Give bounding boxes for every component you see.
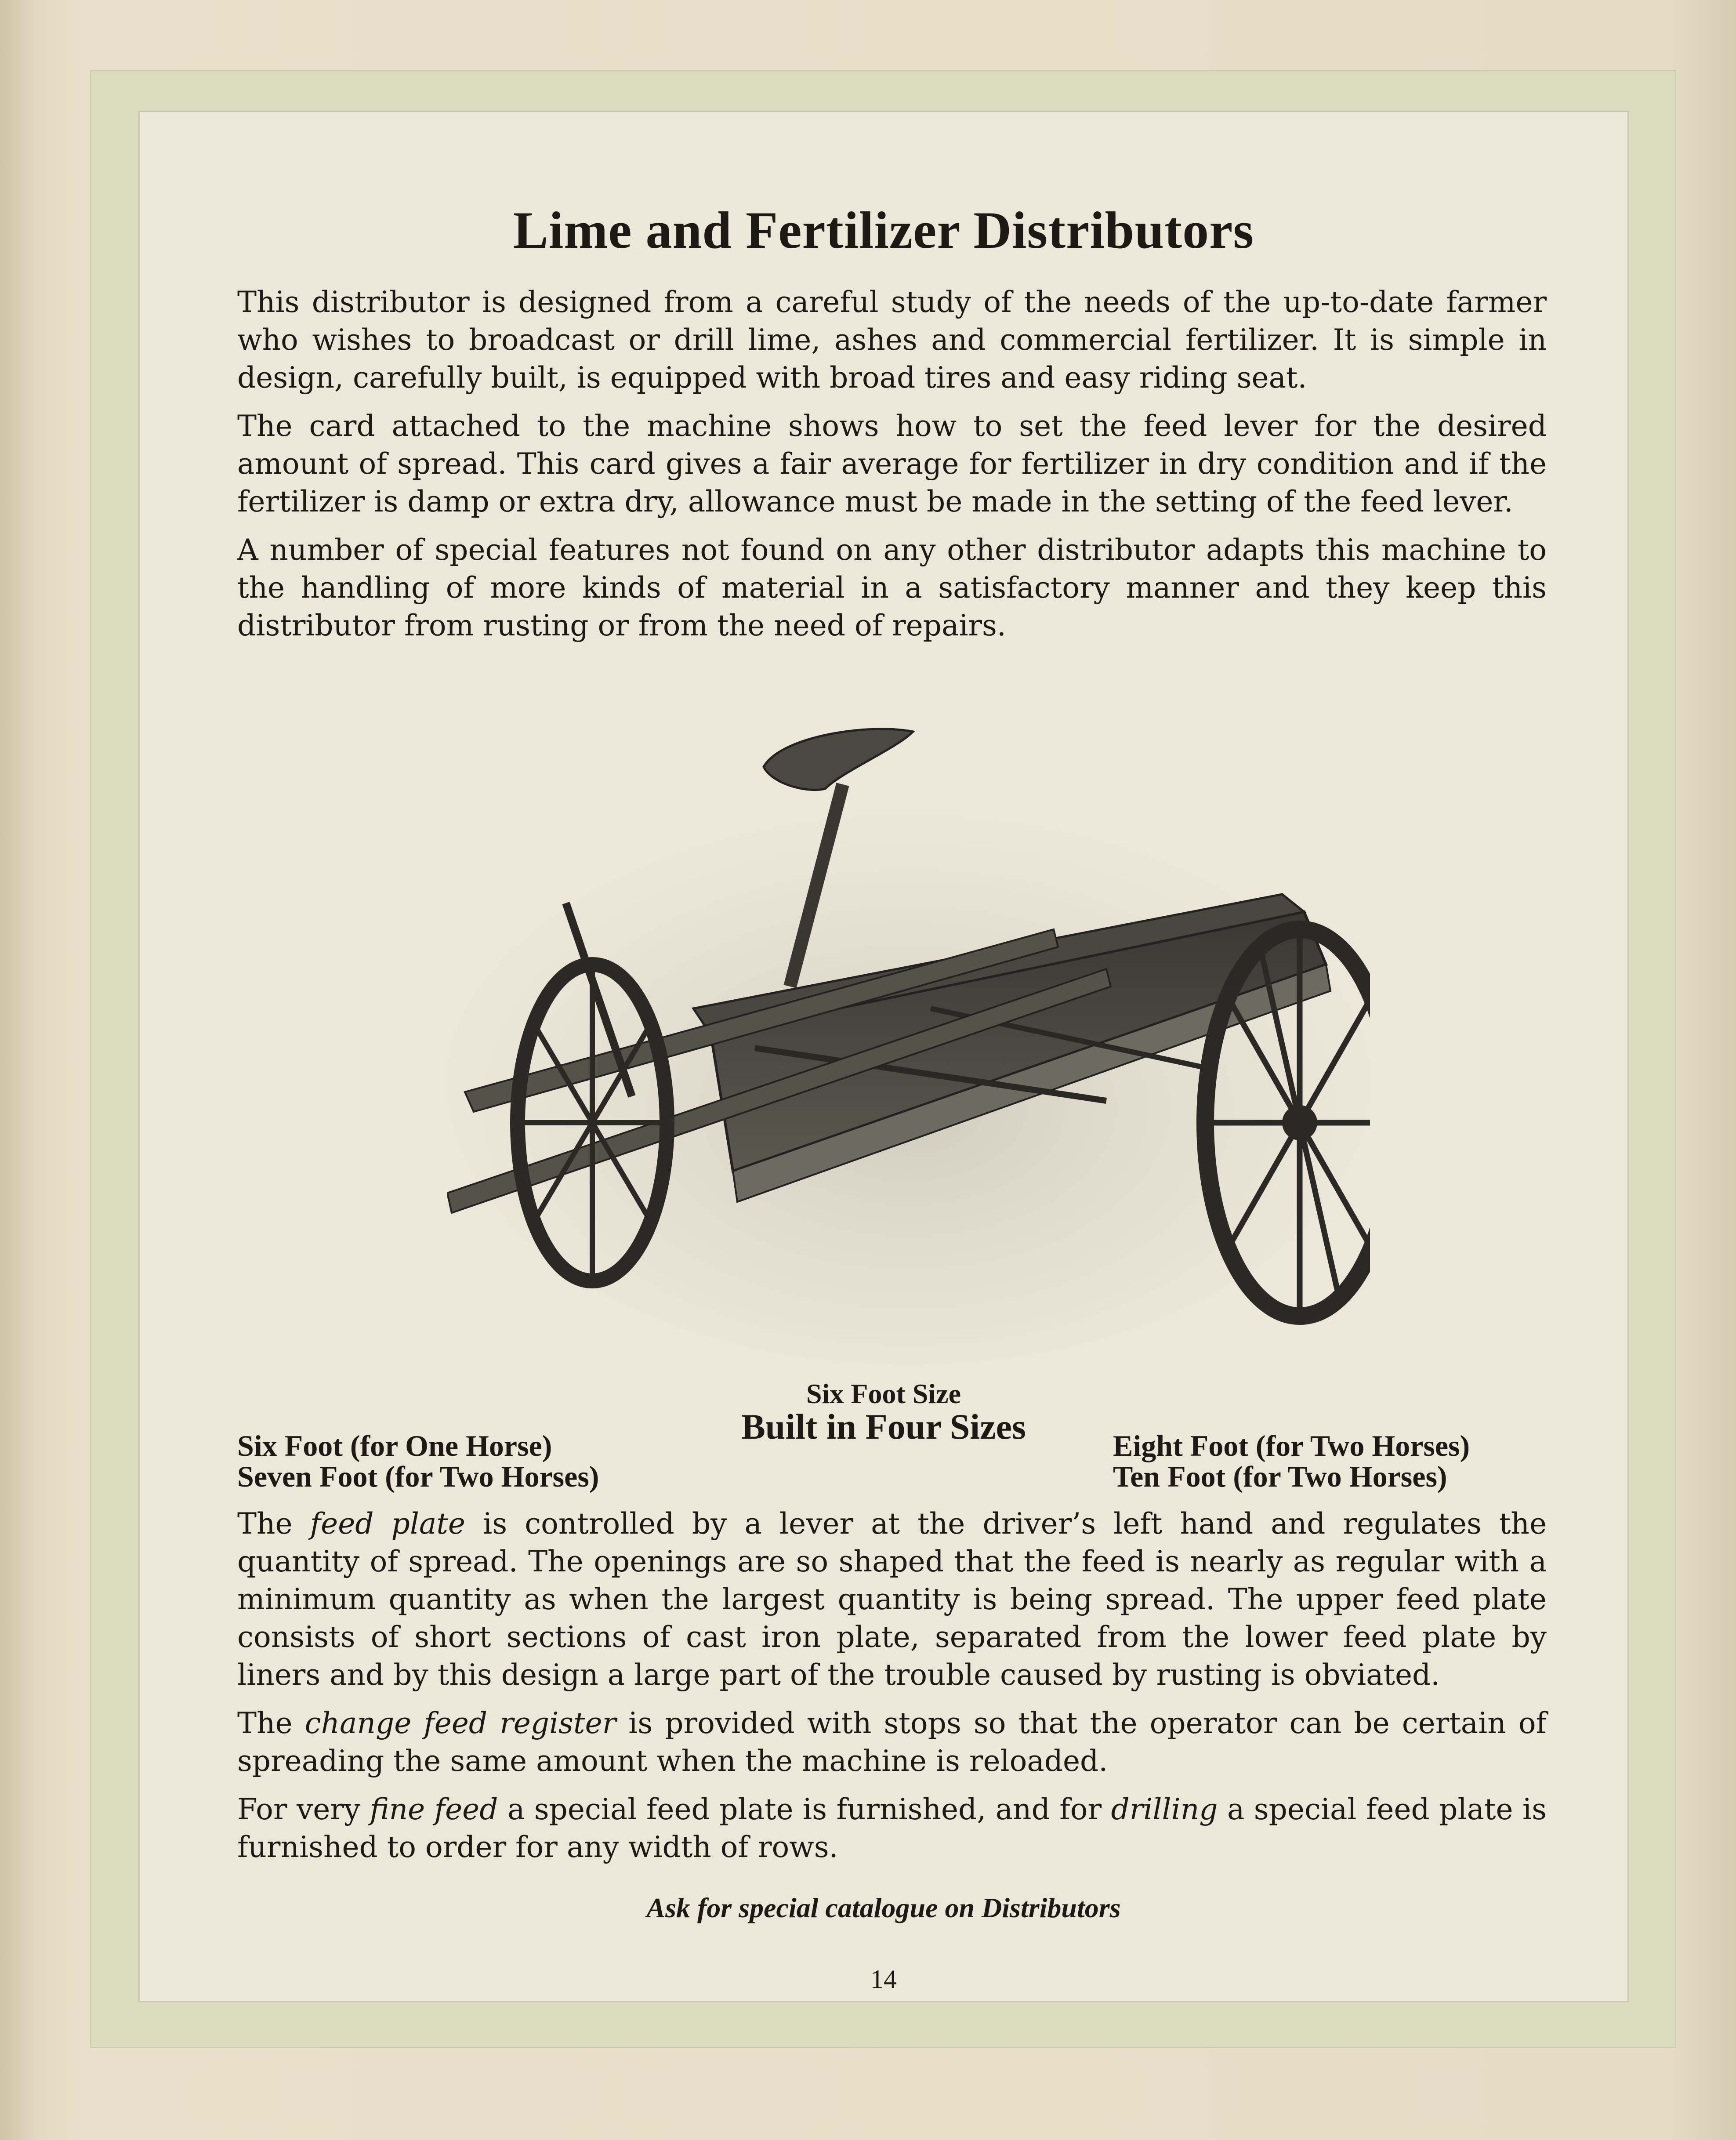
catalogue-note: Ask for special catalogue on Distributors [646, 1892, 1121, 1923]
left-wheel [518, 965, 667, 1281]
sizes-left-column [237, 1430, 599, 1492]
size-item: Seven Foot (for Two Horses) [237, 1460, 599, 1493]
paragraph-2: The card attached to the machine shows how to set the feed lever for the desired amount of spread. This card gives a fair average for fertilizer in dry condition and if the fertilizer is damp or extra dry, allowance must be made in the setting of the feed lever. [237, 409, 1547, 519]
paragraph-4: The feed plate is controlled by a lever at the driver’s left hand and regulates the quantity of spread. The openings are so shaped that the feed is nearly as regular with a minimum quantity as when the largest quantity is being spread. The upper feed plate consists of short sections of cast iron plate, separated from the lower feed plate by liners and by this design a large part of the trouble caused by rusting is obviated. [237, 1507, 1547, 1692]
paragraph-5: The change feed register is provided with stops so that the operator can be certain of spreading the same amount when the machine is reloaded. [237, 1706, 1547, 1778]
size-item: Six Foot (for One Horse) [237, 1429, 552, 1462]
photo-caption: Six Foot Size [806, 1378, 961, 1409]
page-number: 14 [870, 1965, 897, 1994]
paragraph-1: This distributor is designed from a careful study of the needs of the up-to-date farmer who wishes to broadcast or drill lime, ashes and commercial fertilizer. It is simple in design, carefully built, is equipped with broad tires and easy riding seat. [237, 285, 1547, 395]
page-frame [90, 70, 1676, 2048]
paragraph-6: For very fine feed a special feed plate is furnished, and for drilling a special feed plate is furnished to order for any width of rows. [237, 1792, 1547, 1864]
size-item: Eight Foot (for Two Horses) [1113, 1429, 1470, 1462]
size-item: Ten Foot (for Two Horses) [1113, 1460, 1447, 1493]
seat [764, 729, 913, 790]
intro-text [237, 283, 1547, 655]
paragraph-3: A number of special features not found on any other distributor adapts this machine to the handling of more kinds of material in a satisfactory manner and they keep this distributor from rusting or from the need of repairs. [237, 533, 1547, 642]
details-text [237, 1505, 1547, 1877]
page-content [138, 111, 1629, 2002]
sizes-right-column [1113, 1430, 1470, 1492]
sizes-heading: Built in Four Sizes [741, 1407, 1026, 1447]
page-title: Lime and Fertilizer Distributors [513, 201, 1254, 259]
distributor-illustration [447, 683, 1370, 1369]
